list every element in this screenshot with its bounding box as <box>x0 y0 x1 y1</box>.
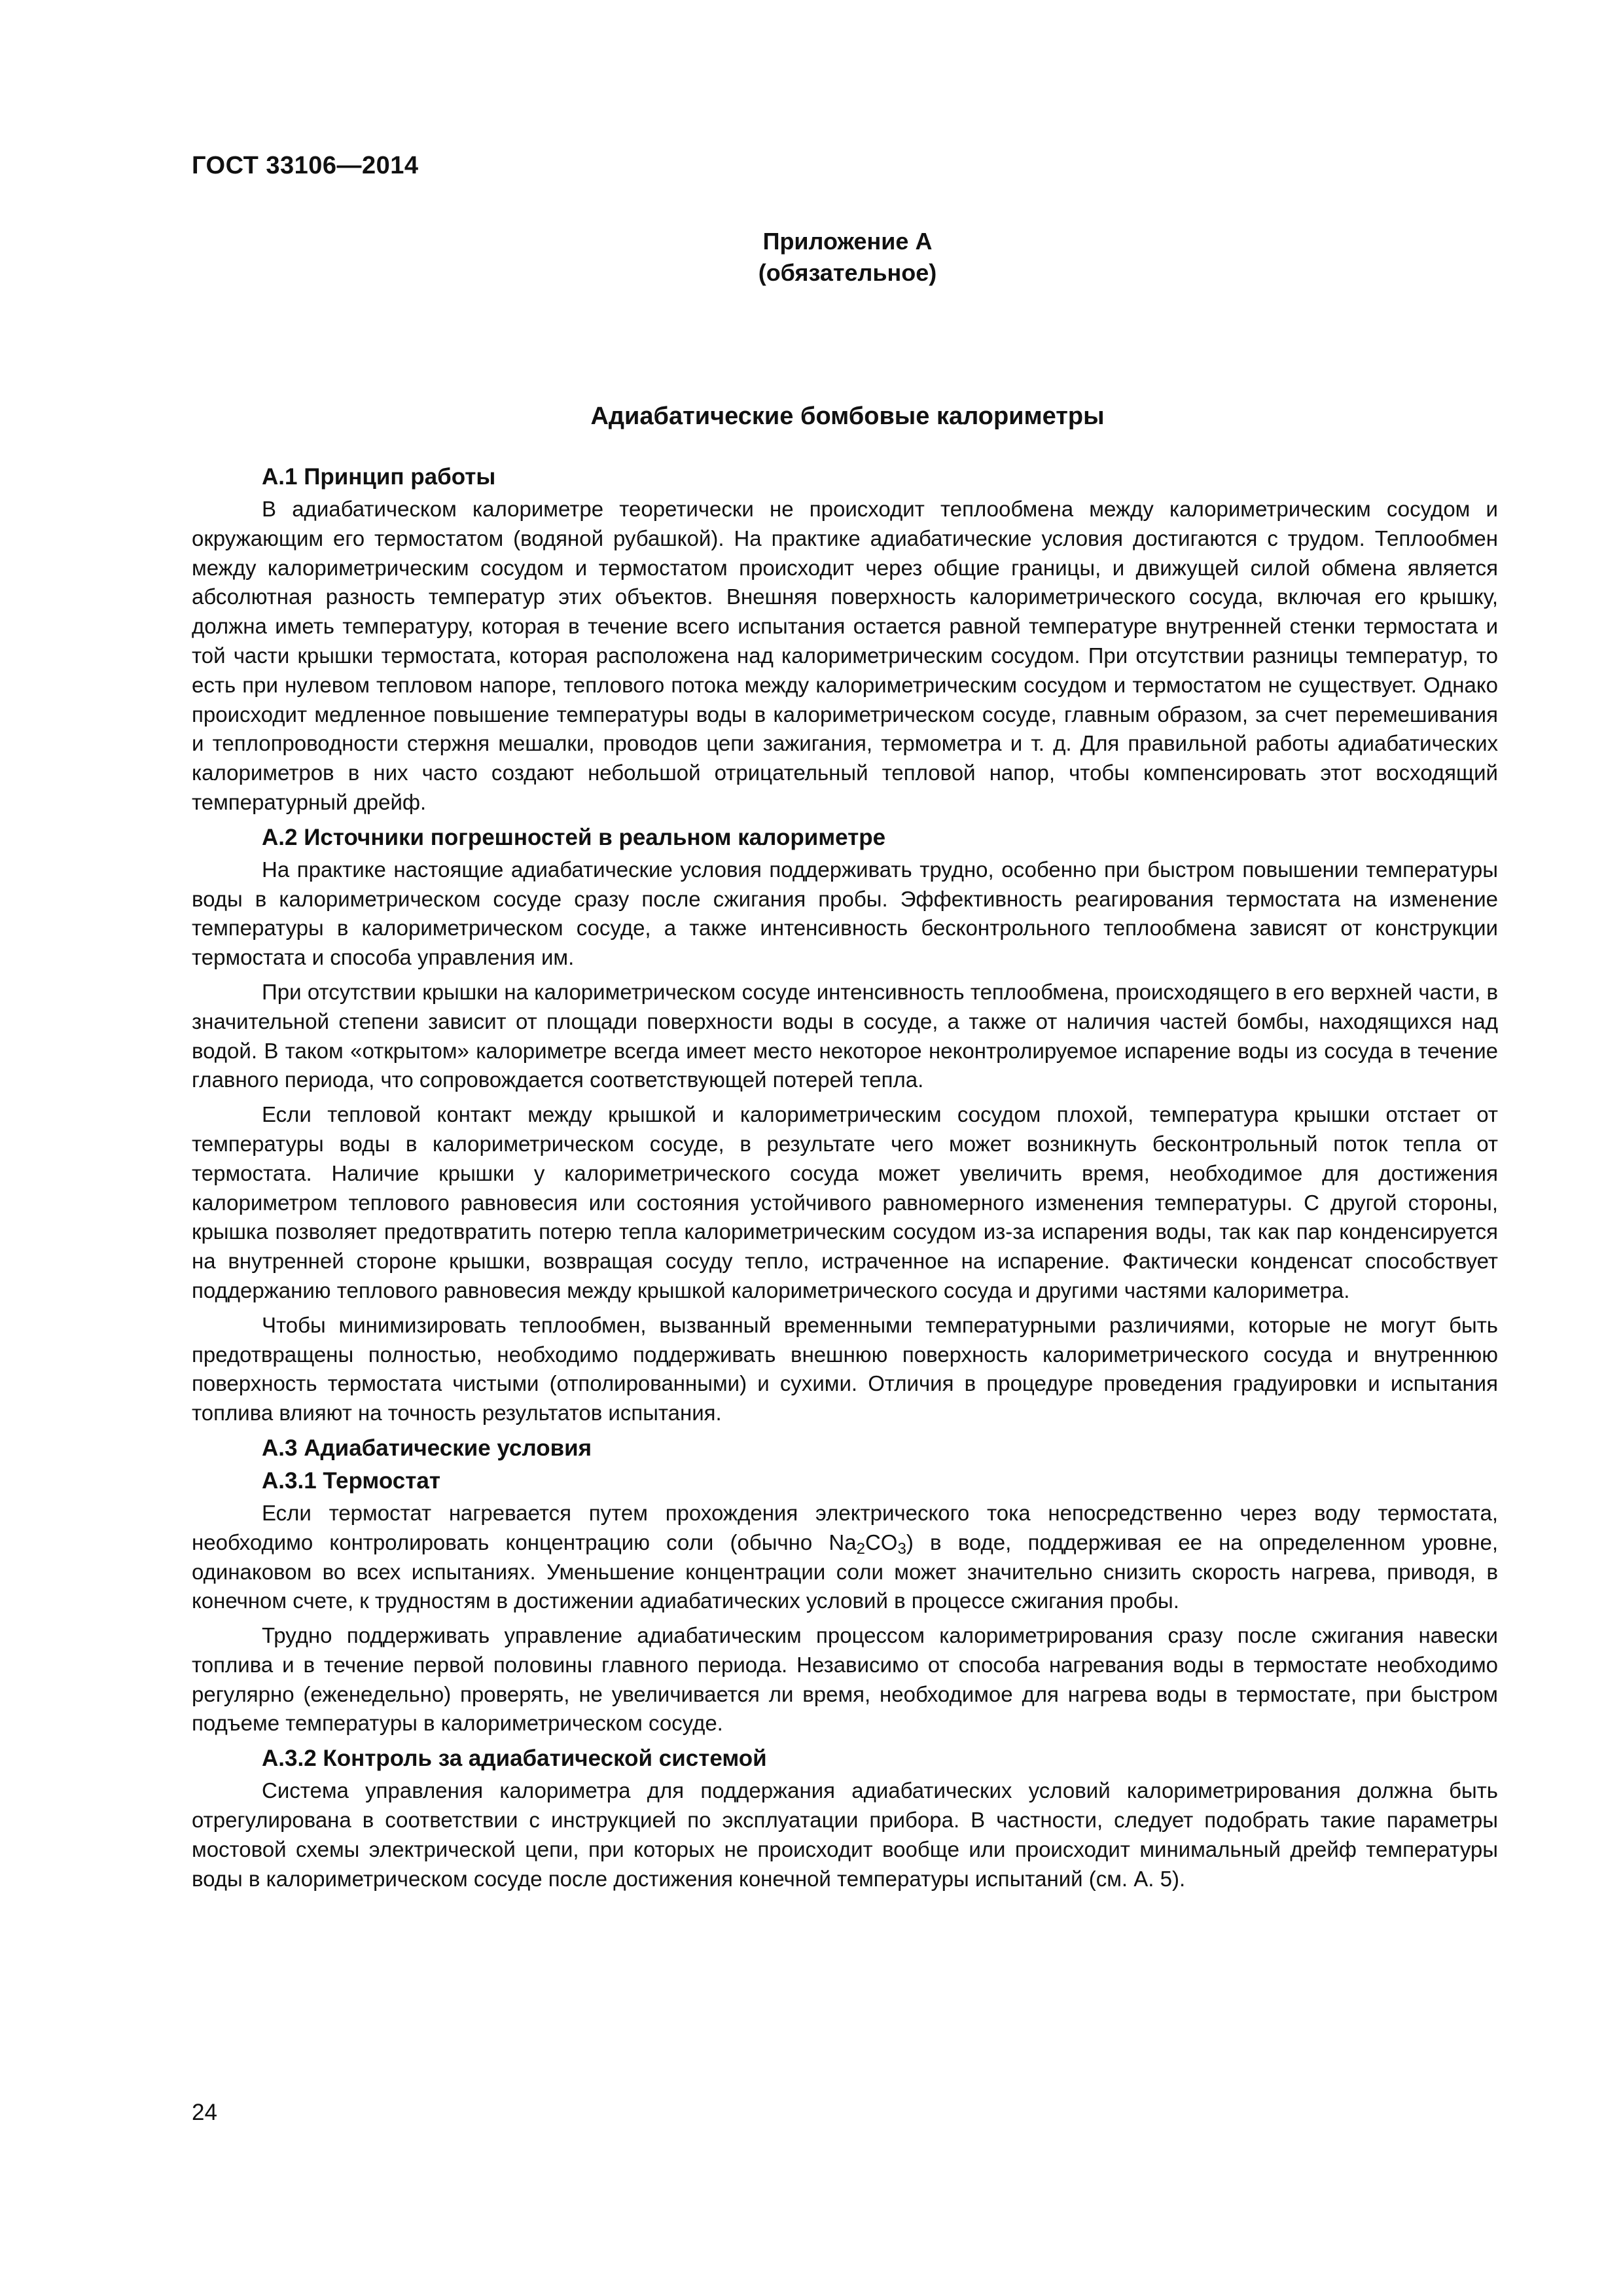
paragraph-a3-1-1 <box>192 1499 1498 1616</box>
paragraph-a2-2: При отсутствии крышки на калориметрическом сосуде интенсивность теплообмена, происходящего в его верхней части, в значительной степени зависит от площади поверхности воды в сосуде, а также от наличия частей бомбы, находящихся над водой. В таком «открытом» калориметре всегда имеет место некоторое неконтролируемое испарение воды из сосуда в течение главного периода, что сопровождается соответствующей потерей тепла. <box>192 979 1498 1092</box>
section-heading-a1: А.1 Принцип работы <box>262 464 496 490</box>
paragraph-a1-1: В адиабатическом калориметре теоретически не происходит теплообмена между калориметрическим сосудом и окружающим его термостатом (водяной рубашкой). На практике адиабатические условия достигаются с трудом. Теплообмен между калориметрическим сосудом и термостатом происходит через общие границы, и движущей силой обмена является абсолютная разность температур этих объектов. Внешняя поверхность калориметрического сосуда, включая его крышку, должна иметь температуру, которая в течение всего испытания остается равной температуре внутренней стенки термостата и той части крышки термостата, которая расположена над калориметрическим сосудом. При отсутствии разницы температур, то есть при нулевом тепловом напоре, теплового потока между калориметрическим сосудом и термостатом не существует. Однако происходит медленное повышение температуры воды в калориметрическом сосуде, главным образом, за счет перемешивания и теплопроводности стержня мешалки, проводов цепи зажигания, термометра и т. д. Для правильной работы адиабатических калориметров в них часто создают небольшой отрицательный тепловой напор, чтобы компенсировать этот восходящий температурный дрейф. <box>192 497 1498 814</box>
paragraph-a3-1-1-part3: ) в воде, поддерживая ее на определенном уровне, одинаковом во всех испытаниях. Уменьшение концентрации соли может значительно снизить скорость нагрева, приводя, в конечном счете, к трудностям в достижении адиабатических условий в процессе сжигания пробы. <box>192 1530 1498 1613</box>
section-heading-a3: А.3 Адиабатические условия <box>262 1435 592 1461</box>
page-number: 24 <box>192 2100 217 2125</box>
section-heading-a2: А.2 Источники погрешностей в реальном калориметре <box>262 824 886 850</box>
annex-status: (обязательное) <box>758 259 937 286</box>
paragraph-a3-2-1: Система управления калориметра для поддержания адиабатических условий калориметрирования должна быть отрегулирована в соответствии с инструкцией по эксплуатации прибора. В частности, следует подобрать такие параметры мостовой схемы электрической цепи, при которых не происходит вообще или происходит минимальный дрейф температуры воды в калориметрическом сосуде после достижения конечной температуры испытаний (см. А. 5). <box>192 1778 1498 1891</box>
paragraph-a3-1-2: Трудно поддерживать управление адиабатическим процессом калориметрирования сразу после сжигания навески топлива и в течение первой половины главного периода. Независимо от способа нагревания воды в термостате необходимо регулярно (еженедельно) проверять, не увеличивается ли время, необходимое для нагрева воды в термостате, при быстром подъеме температуры в калориметрическом сосуде. <box>192 1623 1498 1736</box>
annex-label: Приложение А <box>762 228 933 255</box>
subscript-3: 3 <box>897 1539 906 1558</box>
paragraph-a3-1-1-part2: CO <box>865 1530 898 1554</box>
paragraph-a3-1-1-part1: Если термостат нагревается путем прохождения электрического тока непосредственно через воду термостата, необходимо контролировать концентрацию соли (обычно Na <box>192 1500 1498 1554</box>
paragraph-a2-3: Если тепловой контакт между крышкой и калориметрическим сосудом плохой, температура крышки отстает от температуры воды в калориметрическом сосуде, в результате чего может возникнуть бесконтрольный поток тепла от термостата. Наличие крышки у калориметрического сосуда может увеличить время, необходимое для достижения калориметром теплового равновесия или состояния устойчивого равномерного изменения температуры. С другой стороны, крышка позволяет предотвратить потерю тепла калориметрическим сосудом из-за испарения воды, так как пар конденсируется на внутренней стороне крышки, возвращая сосуду тепло, истраченное на испарение. Фактически конденсат способствует поддержанию теплового равновесия между крышкой калориметрического сосуда и другими частями калориметра. <box>192 1102 1498 1302</box>
section-heading-a3-2: А.3.2 Контроль за адиабатической системой <box>262 1746 767 1772</box>
document-code-header: ГОСТ 33106—2014 <box>192 152 419 179</box>
paragraph-a2-1: На практике настоящие адиабатические условия поддерживать трудно, особенно при быстром повышении температуры воды в калориметрическом сосуде сразу после сжигания пробы. Эффективность реагирования термостата на изменение температуры в калориметрическом сосуде, а также интенсивность бесконтрольного теплообмена зависят от конструкции термостата и способа управления им. <box>192 857 1498 970</box>
annex-label-block <box>0 226 1623 289</box>
annex-title: Адиабатические бомбовые калориметры <box>590 403 1105 430</box>
paragraph-a2-4: Чтобы минимизировать теплообмен, вызванный временными температурными различиями, которые не могут быть предотвращены полностью, необходимо поддерживать внешнюю поверхность калориметрического сосуда и внутреннюю поверхность термостата чистыми (отполированными) и сухими. Отличия в процедуре проведения градуировки и испытания топлива влияют на точность результатов испытания. <box>192 1312 1498 1426</box>
document-body <box>192 462 1498 1899</box>
section-heading-a3-1: А.3.1 Термостат <box>262 1467 440 1494</box>
subscript-2: 2 <box>856 1539 865 1558</box>
